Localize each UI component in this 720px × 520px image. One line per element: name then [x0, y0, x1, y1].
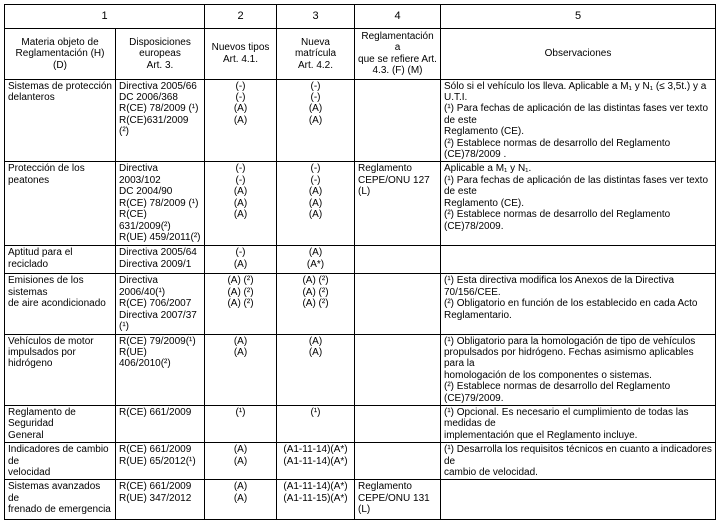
- cell-observaciones: (¹) Esta directiva modifica los Anexos de la Directiva 70/156/CEE. (²) Obligatorio en función de los establecido en cada Acto Reglamentario.: [441, 274, 716, 334]
- cell-disposiciones: Directiva 2005/64 Directiva 2009/1: [116, 246, 205, 274]
- cell-disposiciones: Directiva 2006/40(¹) R(CE) 706/2007 Directiva 2007/37 (¹): [116, 274, 205, 334]
- header-reglamentacion: Reglamentación a que se refiere Art. 4.3. (F) (M): [355, 29, 441, 80]
- table-row: [5, 405, 716, 442]
- cell-disposiciones: R(CE) 661/2009 R(UE) 347/2012: [116, 480, 205, 520]
- cell-materia: Vehículos de motor impulsados por hidrógeno: [5, 334, 116, 405]
- column-number: 1: [5, 5, 205, 29]
- cell-materia: Reglamento de Seguridad General: [5, 405, 116, 442]
- cell-nuevos-tipos: (A) (²) (A) (²) (A) (²): [205, 274, 277, 334]
- cell-nuevos-tipos: (A) (A): [205, 443, 277, 480]
- cell-disposiciones: R(CE) 79/2009(¹) R(UE) 406/2010(²): [116, 334, 205, 405]
- table-row: [5, 480, 716, 520]
- cell-reglamentacion: [355, 246, 441, 274]
- cell-nuevos-tipos: (-) (-) (A) (A): [205, 79, 277, 162]
- table-row: [5, 79, 716, 162]
- cell-nueva-matricula: (-) (-) (A) (A): [277, 79, 355, 162]
- column-number: 4: [355, 5, 441, 29]
- cell-reglamentacion: [355, 334, 441, 405]
- cell-materia: Protección de los peatones: [5, 162, 116, 246]
- regulation-table: [4, 4, 716, 520]
- column-number: 2: [205, 5, 277, 29]
- column-number-row: [5, 5, 716, 29]
- header-observaciones: Observaciones: [441, 29, 716, 80]
- column-number: 5: [441, 5, 716, 29]
- cell-nueva-matricula: (A) (A): [277, 334, 355, 405]
- table-row: [5, 162, 716, 246]
- cell-reglamentacion: [355, 405, 441, 442]
- cell-nuevos-tipos: (¹): [205, 405, 277, 442]
- cell-observaciones: [441, 246, 716, 274]
- cell-observaciones: Sólo si el vehículo los lleva. Aplicable a M₁ y N₁ (≤ 3,5t.) y a U.T.I. (¹) Para fechas de aplicación de las distintas fases ver texto de este Reglamento (CE). (²) Establece normas de desarrollo del Reglamento (CE)78/2009 .: [441, 79, 716, 162]
- cell-nuevos-tipos: (A) (A): [205, 334, 277, 405]
- cell-observaciones: (¹) Obligatorio para la homologación de tipo de vehículos propulsados por hidrógeno. Fechas asimismo aplicables para la homologación de los componentes o sistemas. (²) Establece normas de desarrollo del Reglamento (CE)79/2009.: [441, 334, 716, 405]
- cell-nuevos-tipos: (A) (A): [205, 480, 277, 520]
- cell-observaciones: [441, 480, 716, 520]
- header-row: [5, 29, 716, 80]
- header-nuevos-tipos: Nuevos tipos Art. 4.1.: [205, 29, 277, 80]
- cell-nueva-matricula: (A) (²) (A) (²) (A) (²): [277, 274, 355, 334]
- cell-reglamentacion: Reglamento CEPE/ONU 127 (L): [355, 162, 441, 246]
- header-materia: Materia objeto de Reglamentación (H) (D): [5, 29, 116, 80]
- cell-disposiciones: Directiva 2003/102 DC 2004/90 R(CE) 78/2009 (¹) R(CE) 631/2009(²) R(UE) 459/2011(²): [116, 162, 205, 246]
- cell-nueva-matricula: (-) (-) (A) (A) (A): [277, 162, 355, 246]
- cell-materia: Sistemas de protección delanteros: [5, 79, 116, 162]
- cell-reglamentacion: [355, 274, 441, 334]
- header-disposiciones: Disposiciones europeas Art. 3.: [116, 29, 205, 80]
- cell-nuevos-tipos: (-) (-) (A) (A) (A): [205, 162, 277, 246]
- cell-nueva-matricula: (A1-11-14)(A*) (A1-11-15)(A*): [277, 480, 355, 520]
- table-row: [5, 246, 716, 274]
- cell-nuevos-tipos: (-) (A): [205, 246, 277, 274]
- table-row: [5, 443, 716, 480]
- table-row: [5, 274, 716, 334]
- cell-observaciones: (¹) Desarrolla los requisitos técnicos en cuanto a indicadores de cambio de velocidad.: [441, 443, 716, 480]
- cell-nueva-matricula: (¹): [277, 405, 355, 442]
- cell-observaciones: Aplicable a M₁ y N₁. (¹) Para fechas de aplicación de las distintas fases ver texto de este Reglamento (CE). (²) Establece normas de desarrollo del Reglamento (CE)78/2009.: [441, 162, 716, 246]
- cell-nueva-matricula: (A) (A*): [277, 246, 355, 274]
- cell-disposiciones: R(CE) 661/2009 R(UE) 65/2012(¹): [116, 443, 205, 480]
- cell-reglamentacion: Reglamento CEPE/ONU 131 (L): [355, 480, 441, 520]
- column-number: 3: [277, 5, 355, 29]
- table-row: [5, 334, 716, 405]
- cell-materia: Sistemas avanzados de frenado de emergencia: [5, 480, 116, 520]
- cell-reglamentacion: [355, 443, 441, 480]
- cell-materia: Aptitud para el reciclado: [5, 246, 116, 274]
- cell-reglamentacion: [355, 79, 441, 162]
- cell-disposiciones: R(CE) 661/2009: [116, 405, 205, 442]
- cell-observaciones: (¹) Opcional. Es necesario el cumplimiento de todas las medidas de implementación que el Reglamento incluye.: [441, 405, 716, 442]
- cell-nueva-matricula: (A1-11-14)(A*) (A1-11-14)(A*): [277, 443, 355, 480]
- cell-materia: Indicadores de cambio de velocidad: [5, 443, 116, 480]
- cell-disposiciones: Directiva 2005/66 DC 2006/368 R(CE) 78/2009 (¹) R(CE)631/2009 (²): [116, 79, 205, 162]
- header-nueva-matricula: Nueva matrícula Art. 4.2.: [277, 29, 355, 80]
- cell-materia: Emisiones de los sistemas de aire acondicionado: [5, 274, 116, 334]
